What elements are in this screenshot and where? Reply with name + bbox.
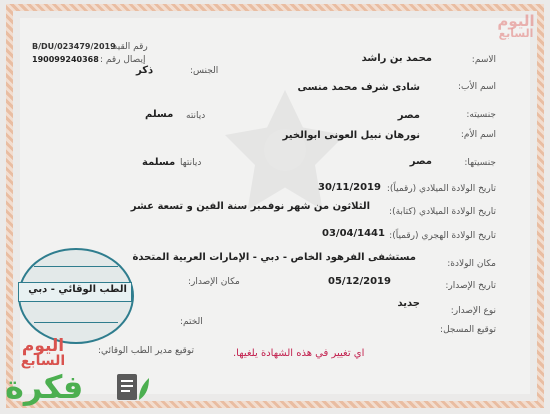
dob-text-value: الثلاثون من شهر نوفمبر سنة الفين و تسعة عشر [130, 201, 370, 212]
issue-date-label: تاريخ الإصدار: [445, 281, 496, 291]
issue-date-value: 05/12/2019 [328, 276, 391, 287]
mother-religion-label: ديانتها [180, 158, 202, 168]
mother-value: نورهان نبيل العونى ابوالخير [282, 130, 420, 141]
father-value: شادى شرف محمد منسى [297, 82, 420, 93]
issue-place-value: الطب الوقائي - دبي [28, 284, 127, 295]
mother-nationality-label: جنسيتها: [464, 158, 496, 168]
hijri-value: 03/04/1441 [322, 228, 385, 239]
gender-label: الجنس: [190, 66, 219, 76]
dob-numeric-label: تاريخ الولادة الميلادي (رقمياً): [386, 184, 496, 194]
issue-place-box [18, 282, 132, 302]
fikra-text: فكرة [5, 368, 84, 406]
fikra-watermark [5, 368, 155, 408]
issue-type-label: نوع الإصدار: [450, 306, 496, 316]
gender-value: ذكر [136, 65, 154, 76]
receipt-value: 190099240368 [32, 55, 99, 64]
seal-label: الختم: [180, 317, 203, 327]
director-signature-label: توقيع مدير الطب الوقائي: [98, 346, 194, 356]
issue-place-label: مكان الإصدار: [188, 277, 240, 287]
mother-label: اسم الأم: [460, 130, 496, 140]
youm7-watermark-top: اليوم السابع [497, 12, 535, 40]
reg-number-label: رقم القيد: [110, 42, 148, 52]
religion-value: مسلم [145, 109, 174, 120]
mother-religion-value: مسلمة [142, 157, 176, 168]
nationality-label: جنسيته: [466, 110, 496, 120]
issue-type-value: جديد [397, 298, 420, 309]
birthplace-value: مستشفى الفرهود الخاص - دبي - الإمارات العربية المتحدة [132, 252, 416, 263]
mother-nationality-value: مصر [409, 156, 432, 167]
dob-numeric-value: 30/11/2019 [318, 182, 381, 193]
youm7-watermark-bottom: اليوم السابع [20, 336, 66, 369]
receipt-label: إيصال رقم : [100, 55, 146, 65]
hijri-label: تاريخ الولادة الهجري (رقمياً): [389, 231, 496, 241]
document-leaf-icon [113, 370, 151, 406]
nationality-value: مصر [397, 110, 420, 121]
warning-text: اي تغيير في هذه الشهادة يلغيها. [233, 348, 365, 359]
birthplace-label: مكان الولادة: [447, 259, 496, 269]
father-label: اسم الأب: [457, 82, 496, 92]
religion-label: ديانته [186, 111, 206, 121]
registrar-signature-label: توقيع المسجل: [440, 325, 496, 335]
reg-number-value: B/DU/023479/2019 [32, 42, 116, 51]
name-value: محمد بن راشد [361, 53, 432, 64]
name-label: الاسم: [471, 55, 496, 65]
dob-text-label: تاريخ الولادة الميلادي (كتابة): [389, 207, 496, 217]
